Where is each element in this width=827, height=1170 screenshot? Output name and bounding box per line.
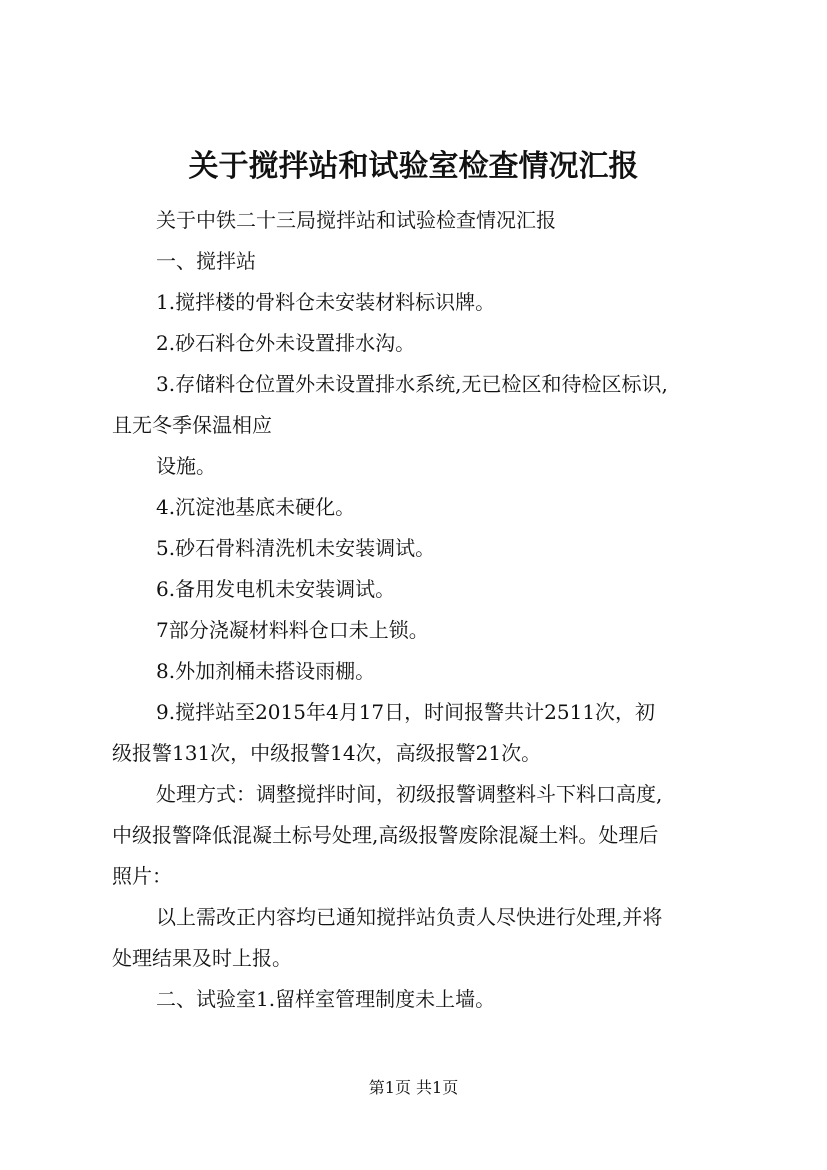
document-body [112, 200, 732, 1020]
list-item-4: 4.沉淀池基底未硬化。 [156, 495, 356, 519]
list-item-9-line-1: 9.搅拌站至2015年4月17日，时间报警共计2511次，初 [156, 700, 656, 724]
list-item-8: 8.外加剂桶未搭设雨棚。 [156, 659, 376, 683]
list-item-6: 6.备用发电机未安装调试。 [156, 577, 396, 601]
list-item-7: 7部分浇凝材料料仓口未上锁。 [156, 618, 429, 642]
list-item-9-line-2: 级报警131次，中级报警14次，高级报警21次。 [112, 741, 542, 765]
section-heading-lab: 二、试验室1.留样室管理制度未上墙。 [156, 987, 496, 1011]
list-item-3-line-1: 3.存储料仓位置外未设置排水系统,无已检区和待检区标识, [156, 372, 668, 396]
list-item-3-line-2: 且无冬季保温相应 [112, 413, 272, 437]
page-footer: 第1页 共1页 [368, 1078, 459, 1097]
paragraph-subtitle: 关于中铁二十三局搅拌站和试验检查情况汇报 [156, 208, 556, 232]
notice-line-2: 处理结果及时上报。 [112, 946, 292, 970]
notice-line-1: 以上需改正内容均已通知搅拌站负责人尽快进行处理,并将 [156, 905, 663, 929]
handling-method-line-1: 处理方式：调整搅拌时间，初级报警调整料斗下料口高度, [156, 782, 663, 806]
handling-method-line-2: 中级报警降低混凝土标号处理,高级报警废除混凝土料。处理后 [112, 823, 659, 847]
handling-method-line-3: 照片： [112, 864, 172, 888]
document-title: 关于搅拌站和试验室检查情况汇报 [188, 149, 639, 184]
list-item-1: 1.搅拌楼的骨料仓未安装材料标识牌。 [156, 290, 496, 314]
list-item-3-line-3: 设施。 [156, 454, 216, 478]
list-item-2: 2.砂石料仓外未设置排水沟。 [156, 331, 416, 355]
list-item-5: 5.砂石骨料清洗机未安装调试。 [156, 536, 436, 560]
section-heading-mixing-station: 一、搅拌站 [156, 249, 256, 273]
